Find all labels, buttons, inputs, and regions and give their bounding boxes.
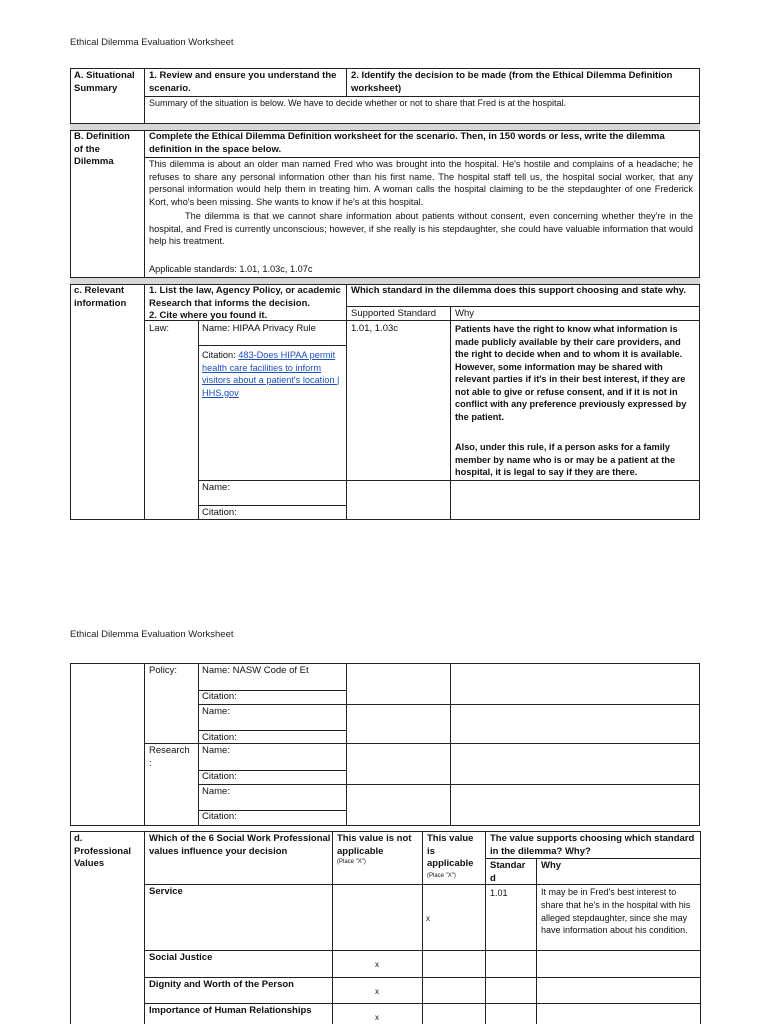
law-standard: 1.01, 1.03c bbox=[351, 323, 399, 334]
research-citation-2-label: Citation: bbox=[202, 811, 237, 822]
policy-citation-label: Citation: bbox=[202, 691, 237, 702]
law-why-1: Patients have the right to know what information is made publicly available by their care providers, and the right to decide when and to whom it is available. However, some information may be shared with relevant parties if it's in their best interest, if they are not able to give or refuse consent, and if it is not in conflict with any preference previously expressed by the patient. bbox=[455, 324, 687, 422]
section-b-instruction: Complete the Ethical Dilemma Definition worksheet for the scenario. Then, in 150 words or less, write the dilemma definition in the space below. bbox=[149, 131, 665, 155]
social-justice-na-mark: x bbox=[375, 960, 379, 969]
citation-label-2: Citation: bbox=[202, 507, 237, 518]
value-dignity-worth: Dignity and Worth of the Person bbox=[149, 979, 294, 990]
place-x-1: (Place "X") bbox=[337, 859, 366, 865]
section-c-col2: Which standard in the dilemma does this support choosing and state why. bbox=[351, 285, 687, 296]
law-why-2: Also, under this rule, if a person asks for a family member by name who is or may be a patient at the hospital, it is legal to say if they are there. bbox=[455, 442, 676, 477]
section-c-label: c. Relevant information bbox=[74, 285, 127, 309]
research-label: Research : bbox=[149, 745, 190, 769]
section-a-label: A. Situational Summary bbox=[74, 70, 135, 94]
section-b-label: B. Definition of the Dilemma bbox=[74, 131, 130, 167]
name-label-2: Name: bbox=[202, 482, 230, 493]
policy-name: Name: NASW Code of Et bbox=[202, 665, 309, 676]
law-name: Name: HIPAA Privacy Rule bbox=[202, 323, 316, 334]
value-human-relationships: Importance of Human Relationships bbox=[149, 1005, 312, 1016]
section-a-col2: 2. Identify the decision to be made (from the Ethical Dilemma Definition worksheet) bbox=[351, 70, 673, 94]
dignity-na-mark: x bbox=[375, 987, 379, 996]
supported-standard-header: Supported Standard bbox=[351, 308, 437, 319]
applicable-header: This value is applicable bbox=[427, 833, 474, 869]
page-header-2: Ethical Dilemma Evaluation Worksheet bbox=[70, 629, 234, 640]
not-applicable-header: This value is not applicable bbox=[337, 833, 412, 857]
policy-citation-2-label: Citation: bbox=[202, 732, 237, 743]
why-header: Why bbox=[455, 308, 474, 319]
law-label: Law: bbox=[149, 323, 170, 334]
applicable-standards: Applicable standards: 1.01, 1.03c, 1.07c bbox=[149, 264, 313, 274]
section-c-col1: 1. List the law, Agency Policy, or academic Research that informs the decision. 2. Cite where you found it. bbox=[149, 285, 341, 321]
research-name-2-label: Name: bbox=[202, 786, 230, 797]
service-standard: 1.01 bbox=[490, 888, 508, 898]
dilemma-paragraph-1: This dilemma is about an older man named Fred who was brought into the hospital. He's hostile and complains of a headache; he refuses to share any personal information other than his first name. The hospital staff tell us, the hospital social worker, that any personal information would help them in treating him. A woman calls the hospital claiming to be the stepdaughter of one Frederick Kort, who's been missing. She wants to know if he's at this hospital. bbox=[149, 159, 693, 207]
service-why: It may be in Fred's best interest to share that he's in the hospital with his alleged stepdaughter, since she may have information about his condition. bbox=[541, 887, 691, 936]
dilemma-paragraph-2: The dilemma is that we cannot share information about patients without consent, even concerning whether they're in the hospital, and Fred is currently unconscious; however, if she really is his stepdaughter, she could have valuable information that would help his treatment. bbox=[149, 211, 693, 246]
human-relationships-na-mark: x bbox=[375, 1013, 379, 1022]
place-x-2: (Place "X") bbox=[427, 873, 456, 879]
why-header-d: Why bbox=[541, 860, 562, 871]
policy-label: Policy: bbox=[149, 665, 177, 676]
value-service: Service bbox=[149, 886, 183, 897]
standard-header: Standar d bbox=[490, 860, 526, 884]
policy-name-2-label: Name: bbox=[202, 706, 230, 717]
situation-summary: Summary of the situation is below. We have to decide whether or not to share that Fred is at the hospital. bbox=[149, 98, 567, 108]
citation-link[interactable]: 483-Does HIPAA permit health care facilities to inform visitors about a patient's location | HHS.gov bbox=[202, 350, 340, 398]
citation-label: Citation: bbox=[202, 350, 236, 360]
section-a-col1: 1. Review and ensure you understand the scenario. bbox=[149, 70, 337, 94]
service-applicable-mark: x bbox=[426, 914, 430, 923]
law-citation bbox=[202, 349, 342, 399]
page-header: Ethical Dilemma Evaluation Worksheet bbox=[70, 37, 234, 48]
section-d-label: d. Professional Values bbox=[74, 833, 132, 869]
research-citation-label: Citation: bbox=[202, 771, 237, 782]
section-d-col1: Which of the 6 Social Work Professional values influence your decision bbox=[149, 833, 331, 857]
value-social-justice: Social Justice bbox=[149, 952, 213, 963]
research-name-label: Name: bbox=[202, 745, 230, 756]
section-d-col4: The value supports choosing which standard in the dilemma? Why? bbox=[490, 833, 695, 857]
